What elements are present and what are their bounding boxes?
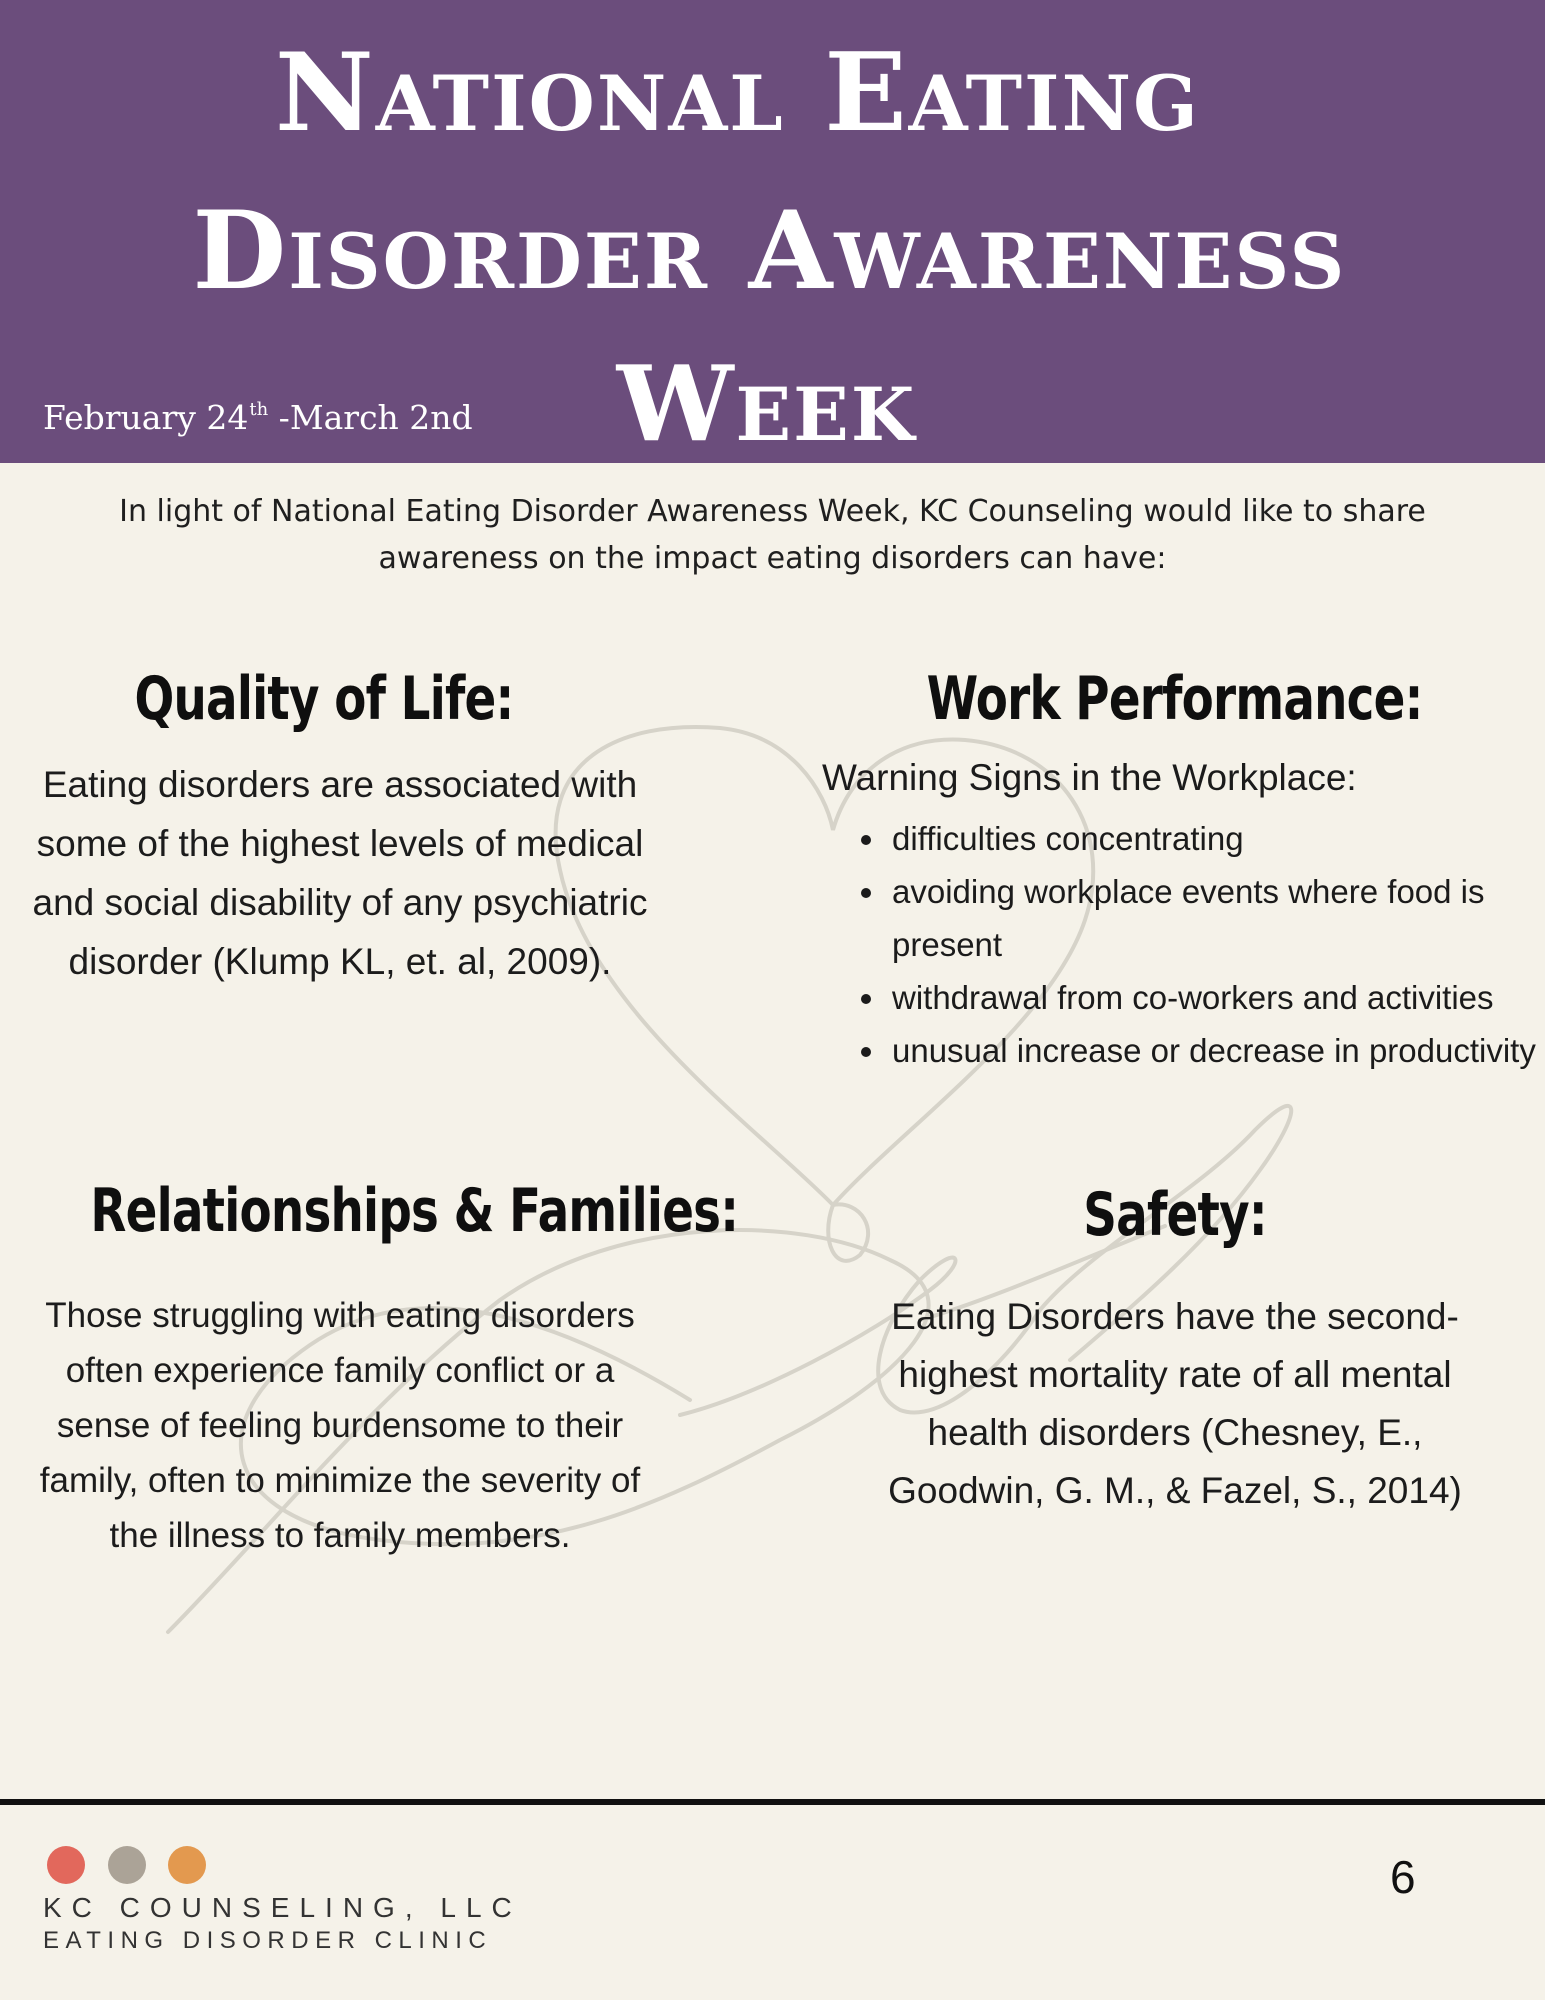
title-line-3: Week [616, 342, 917, 465]
date-end: -March 2nd [268, 398, 473, 437]
intro-text: In light of National Eating Disorder Awareness Week, KC Counseling would like to share awareness on the impact eating disorders can have: [119, 494, 1426, 576]
date-start: February 24 [43, 398, 249, 437]
page-number: 6 [1390, 1851, 1416, 1903]
logo-dot-orange [168, 1846, 206, 1884]
safety-text: Eating Disorders have the second-highest mortality rate of all mental health disorders (Chesney, E., Goodwin, G. M., & Fazel, S., 2014) [888, 1296, 1462, 1511]
relationships-text: Those struggling with eating disorders often experience family conflict or a sense of feeling burdensome to their family, often to minimize the severity of the illness to family members. [39, 1296, 641, 1555]
footer-divider [0, 1799, 1545, 1805]
list-item: • avoiding workplace events where food is present [888, 865, 1545, 971]
list-item: • difficulties concentrating [888, 812, 1545, 865]
brand-subtitle: EATING DISORDER CLINIC [43, 1927, 493, 1954]
date-superscript: th [249, 399, 269, 420]
title-line-1: National Eating [275, 30, 1200, 156]
relationships-heading: Relationships & Families: [90, 1176, 739, 1246]
brand-name: KC COUNSELING, LLC [43, 1892, 522, 1923]
quality-of-life-heading: Quality of Life: [134, 664, 514, 734]
work-performance-heading: Work Performance: [926, 664, 1423, 734]
quality-of-life-text: Eating disorders are associated with some of the highest levels of medical and social disability of any psychiatric disorder (Klump KL, et. al, 2009). [32, 764, 648, 982]
logo-dot-coral [47, 1846, 85, 1884]
date-range [43, 398, 473, 437]
logo-dot-gray [108, 1846, 146, 1884]
list-item: • withdrawal from co-workers and activities [888, 971, 1545, 1024]
title-line-2: Disorder Awareness [192, 188, 1347, 314]
workplace-warning-signs-label: Warning Signs in the Workplace: [822, 757, 1357, 798]
list-item: • unusual increase or decrease in productivity [888, 1024, 1545, 1077]
safety-heading: Safety: [1083, 1180, 1267, 1250]
warning-signs-list [850, 812, 1545, 1077]
